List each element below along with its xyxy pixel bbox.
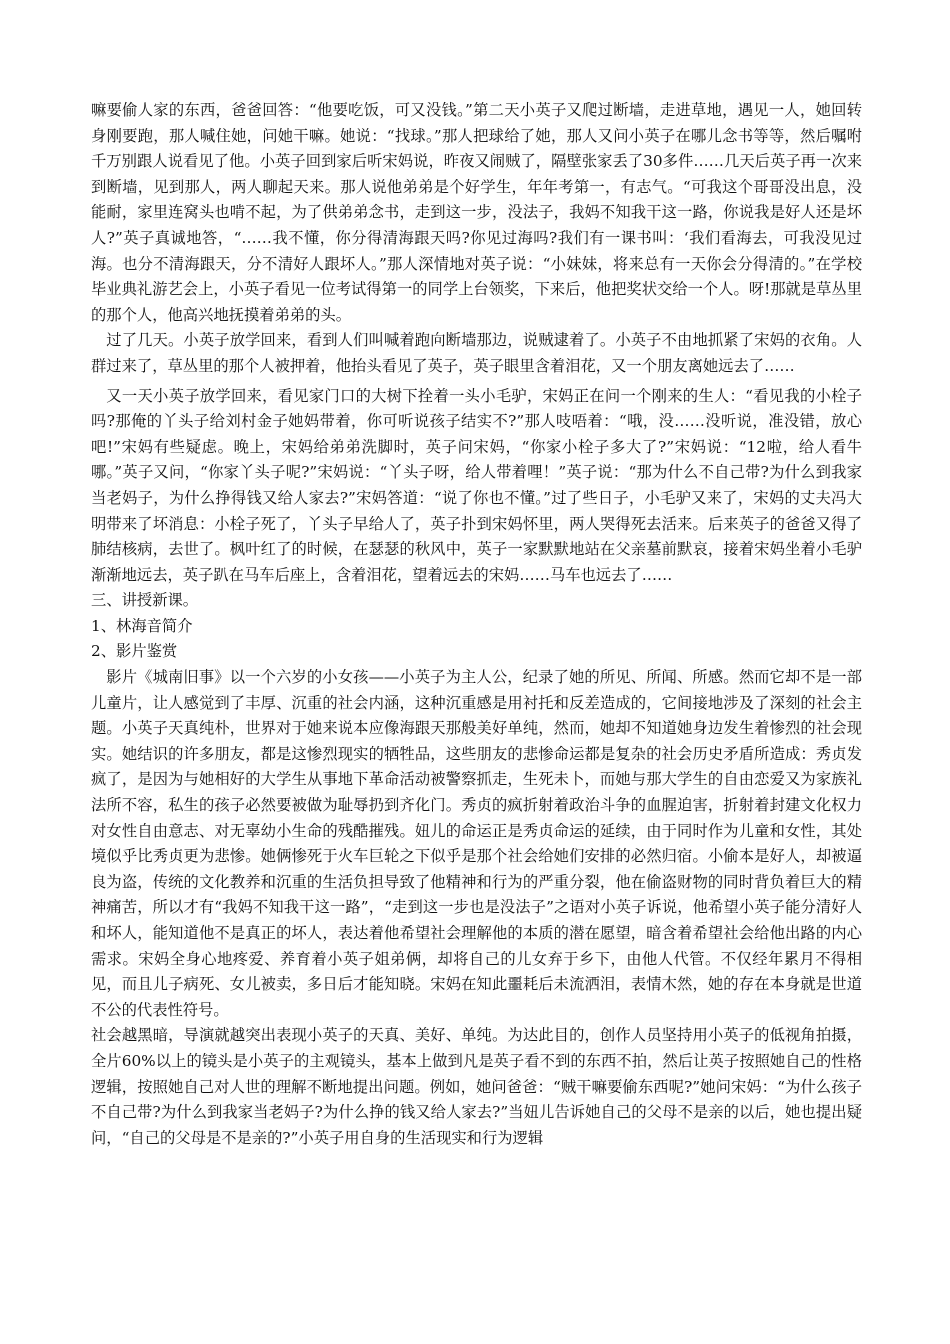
paragraph-thief-caught: 过了几天。小英子放学回来，看到人们叫喊着跑向断墙那边，说贼逮着了。小英子不由地抓紧了宋妈的衣角。人群过来了，草丛里的那个人被押着，他抬头看见了英子，英子眼里含着泪花，又一个朋友离她远去了…… xyxy=(91,331,862,375)
paragraph-song-ma: 又一天小英子放学回来，看见家门口的大树下拴着一头小毛驴，宋妈正在问一个刚来的生人：“看见我的小栓子吗?那俺的丫头子给刘村金子她妈带着，你可听说孩子结实不?”那人吱唔着：“哦，没……没听说，准没错，放心吧!”宋妈有些疑虑。晚上，宋妈给弟弟洗脚时，英子问宋妈，“你家小栓子多大了?”宋妈说：“12啦，给人看牛哪。”英子又问，“你家丫头子呢?”宋妈说：“丫头子呀，给人带着哩！”英子说：“那为什么不自己带?为什么到我家当老妈子，为什么挣得钱又给人家去?”宋妈答道：“说了你也不懂。”过了些日子，小毛驴又来了，宋妈的丈夫冯大明带来了坏消息：小栓子死了，丫头子早给人了，英子扑到宋妈怀里，两人哭得死去活来。后来英子的爸爸又得了肺结核病，去世了。枫叶红了的时候，在瑟瑟的秋风中，英子一家默默地站在父亲墓前默哀，接着宋妈坐着小毛驴渐渐地远去，英子趴在马车后座上，含着泪花，望着远去的宋妈……马车也远去了…… xyxy=(91,386,862,584)
paragraph-director-technique: 社会越黑暗，导演就越突出表现小英子的天真、美好、单纯。为达此目的，创作人员坚持用小英子的低视角拍摄，全片60%以上的镜头是小英子的主观镜头，基本上做到凡是英子看不到的东西不拍，然后让英子按照她自己的性格逻辑，按照她自己对人世的理解不断地提出问题。例如，她问爸爸：“贼干嘛要偷东西呢?”她问宋妈：“为什么孩子不自己带?为什么到我家当老妈子?为什么挣的钱又给人家去?”当妞儿告诉她自己的父母不是亲的以后，她也提出疑问，“自己的父母是不是亲的?”小英子用自身的生活现实和行为逻辑 xyxy=(91,1026,862,1147)
paragraph-thief-story: 嘛要偷人家的东西，爸爸回答：“他要吃饭，可又没钱。”第二天小英子又爬过断墙，走进草地，遇见一人，她回转身刚要跑，那人喊住她，问她干嘛。她说：“找球。”那人把球给了她，那人又问小英子在哪儿念书等等，然后嘱咐千万别跟人说看见了他。小英子回到家后听宋妈说，昨夜又闹贼了，隔壁张家丢了30多件……几天后英子再一次来到断墙，见到那人，两人聊起天来。那人说他弟弟是个好学生，年年考第一，有志气。“可我这个哥哥没出息，没能耐，家里连窝头也啃不起，为了供弟弟念书，走到这一步，没法子，我妈不知我干这一路，你说我是好人还是坏人?”英子真诚地答，“……我不懂，你分得清海跟天吗?你见过海吗?我们有一课书叫：‘我们看海去，可我没见过海。也分不清海跟天，分不清好人跟坏人。”那人深情地对英子说：“小妹妹，将来总有一天你会分得清的。”在学校毕业典礼游艺会上，小英子看见一位考试得第一的同学上台领奖，下来后，他把奖状交给一个人。呀!那就是草丛里的那个人，他高兴地抚摸着弟弟的头。 xyxy=(91,101,862,324)
paragraph-film-analysis: 影片《城南旧事》以一个六岁的小女孩——小英子为主人公，纪录了她的所见、所闻、所感。然而它却不是一部儿童片，让人感觉到了丰厚、沉重的社会内涵，这种沉重感是用衬托和反差造成的，它间接地涉及了深刻的社会主题。小英子天真纯朴，世界对于她来说本应像海跟天那般美好单纯，然而，她却不知道她身边发生着惨烈的社会现实。她结识的许多朋友，都是这惨烈现实的牺牲品，这些朋友的悲惨命运都是复杂的社会历史矛盾所造成：秀贞发疯了，是因为与她相好的大学生从事地下革命活动被警察抓走，生死未卜，而她与那大学生的自由恋爱又为家族礼法所不容，私生的孩子必然要被做为耻辱扔到齐化门。秀贞的疯折射着政治斗争的血腥迫害，折射着封建文化权力对女性自由意志、对无辜幼小生命的残酷摧残。妞儿的命运正是秀贞命运的延续，由于同时作为儿童和女性，其处境似乎比秀贞更为悲惨。她俩惨死于火车巨轮之下似乎是那个社会给她们安排的必然归宿。小偷本是好人，却被逼良为盗，传统的文化教养和沉重的生活负担导致了他精神和行为的严重分裂，他在偷盗财物的同时背负着巨大的精神痛苦，所以才有“我妈不知我干这一路”，“走到这一步也是没法子”之语对小英子诉说，他希望小英子能分清好人和坏人，能知道他不是真正的坏人，表达着他希望社会理解他的本质的潜在愿望，暗含着希望社会给他出路的内心需求。宋妈全身心地疼爱、养育着小英子姐弟俩，却将自己的儿女弃于乡下，由他人代管。不仅经年累月不得相见，而且儿子病死、女儿被卖，多日后才能知晓。宋妈在知此噩耗后未流洒泪，表情木然，她的存在本身就是世道不公的代表性符号。 xyxy=(91,668,862,1019)
section-heading-new-lesson: 三、讲授新课。 xyxy=(91,591,199,610)
subheading-film-appreciation: 2、影片鉴赏 xyxy=(91,642,178,661)
subheading-author-intro: 1、林海音简介 xyxy=(91,616,193,635)
